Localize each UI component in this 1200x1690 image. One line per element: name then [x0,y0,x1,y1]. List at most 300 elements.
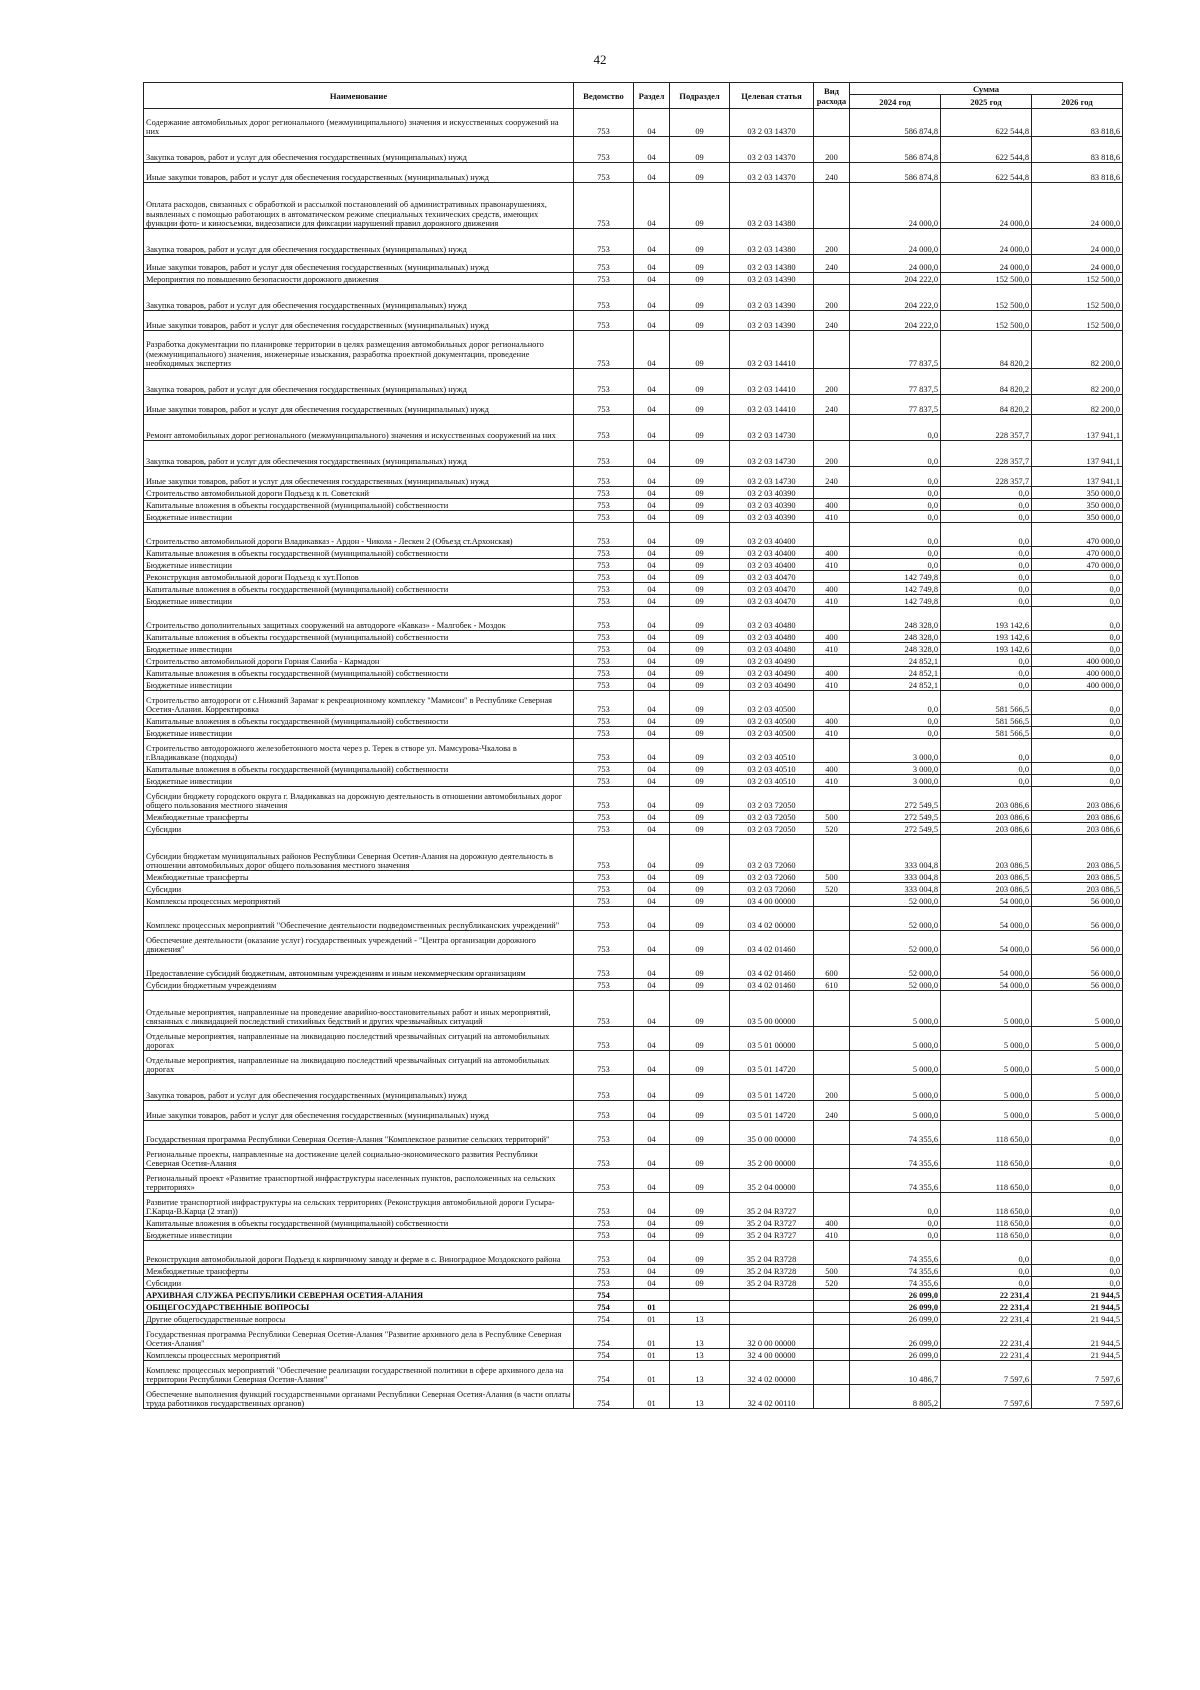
row-section: 04 [634,583,670,595]
row-name: Комплексы процессных мероприятий [144,1349,574,1361]
table-row [144,643,1123,655]
table-row [144,931,1123,955]
table-row [144,955,1123,979]
row-dept: 753 [574,883,634,895]
row-target: 03 2 03 72050 [730,823,814,835]
row-dept: 753 [574,775,634,787]
row-subsection: 09 [670,331,730,369]
row-2025: 22 231,4 [941,1301,1032,1313]
row-name: Капитальные вложения в объекты государственной (муниципальной) собственности [144,499,574,511]
row-target: 03 5 01 14720 [730,1051,814,1075]
row-2026: 0,0 [1032,571,1123,583]
row-target: 03 2 03 14370 [730,137,814,163]
row-subsection: 09 [670,273,730,285]
row-dept: 753 [574,571,634,583]
row-2024: 24 000,0 [850,229,941,255]
row-name: Бюджетные инвестиции [144,511,574,523]
table-row [144,369,1123,395]
row-section: 04 [634,895,670,907]
row-target: 35 2 04 R3728 [730,1277,814,1289]
row-expense-type: 410 [814,511,850,523]
header-2024: 2024 год [850,95,941,109]
table-row [144,395,1123,415]
row-expense-type: 200 [814,229,850,255]
row-target: 03 2 03 40510 [730,763,814,775]
row-name: Реконструкция автомобильной дороги Подъезд к кирпичному заводу и ферме в с. Виноградное Моздокского района [144,1241,574,1265]
row-target: 03 2 03 40490 [730,679,814,691]
row-section: 04 [634,163,670,183]
row-2024: 0,0 [850,691,941,715]
row-2024: 52 000,0 [850,979,941,991]
row-section: 04 [634,931,670,955]
row-section: 04 [634,667,670,679]
row-target: 03 2 03 40510 [730,775,814,787]
table-row [144,285,1123,311]
row-2024: 0,0 [850,559,941,571]
row-name: Закупка товаров, работ и услуг для обеспечения государственных (муниципальных) нужд [144,229,574,255]
table-row [144,499,1123,511]
row-2026: 5 000,0 [1032,1051,1123,1075]
row-target: 03 2 03 14380 [730,255,814,273]
row-2024: 52 000,0 [850,895,941,907]
row-2026: 0,0 [1032,775,1123,787]
row-2025: 228 357,7 [941,441,1032,467]
table-row [144,1349,1123,1361]
row-section: 04 [634,691,670,715]
row-2024: 52 000,0 [850,931,941,955]
row-target [730,1289,814,1301]
row-expense-type [814,1313,850,1325]
row-section: 04 [634,955,670,979]
row-section: 04 [634,655,670,667]
row-2024: 5 000,0 [850,1101,941,1121]
row-target: 35 2 04 R3728 [730,1241,814,1265]
row-2025: 84 820,2 [941,331,1032,369]
row-2024: 74 355,6 [850,1265,941,1277]
row-2024: 0,0 [850,715,941,727]
row-subsection: 09 [670,643,730,655]
row-2026: 137 941,1 [1032,441,1123,467]
row-2025: 622 544,8 [941,109,1032,137]
row-2025: 0,0 [941,775,1032,787]
row-2024: 26 099,0 [850,1325,941,1349]
row-subsection: 09 [670,1241,730,1265]
row-dept: 753 [574,871,634,883]
row-name: Строительство автомобильной дороги Подъезд к п. Советский [144,487,574,499]
row-subsection: 13 [670,1361,730,1385]
row-subsection: 09 [670,415,730,441]
row-2025: 84 820,2 [941,395,1032,415]
row-section: 04 [634,1277,670,1289]
row-expense-type [814,523,850,547]
row-2025: 228 357,7 [941,415,1032,441]
row-2025: 24 000,0 [941,229,1032,255]
row-2025: 581 566,5 [941,727,1032,739]
row-subsection: 09 [670,931,730,955]
row-section: 01 [634,1325,670,1349]
table-row [144,595,1123,607]
row-2026: 21 944,5 [1032,1325,1123,1349]
row-name: Закупка товаров, работ и услуг для обеспечения государственных (муниципальных) нужд [144,285,574,311]
row-name: Межбюджетные трансферты [144,1265,574,1277]
row-subsection: 09 [670,1265,730,1277]
table-row [144,907,1123,931]
header-target: Целевая статья [730,83,814,109]
row-target: 03 2 03 40390 [730,487,814,499]
table-row [144,547,1123,559]
row-subsection: 09 [670,467,730,487]
row-subsection: 09 [670,823,730,835]
row-2026: 152 500,0 [1032,273,1123,285]
row-section: 04 [634,559,670,571]
table-row [144,607,1123,631]
row-2025: 0,0 [941,655,1032,667]
row-2026: 470 000,0 [1032,547,1123,559]
row-section: 04 [634,679,670,691]
row-subsection: 09 [670,255,730,273]
row-section: 04 [634,1193,670,1217]
row-target: 03 2 03 14730 [730,441,814,467]
row-subsection: 09 [670,1051,730,1075]
row-expense-type [814,739,850,763]
row-2024: 24 000,0 [850,183,941,229]
row-subsection: 09 [670,883,730,895]
row-target: 03 2 03 40470 [730,571,814,583]
row-2026: 0,0 [1032,1169,1123,1193]
row-2026: 0,0 [1032,1145,1123,1169]
table-row [144,631,1123,643]
row-name: Субсидии бюджетам муниципальных районов Республики Северная Осетия-Алания на дорожную деятельность в отношении автомобильных дорог общего пользования местного значения [144,835,574,871]
row-name: Строительство автодороги от с.Нижний Зарамаг к рекреационному комплексу "Мамисон" в Республике Северная Осетия-Алания. Корректировка [144,691,574,715]
row-2025: 5 000,0 [941,1075,1032,1101]
row-2025: 22 231,4 [941,1349,1032,1361]
row-section: 04 [634,395,670,415]
row-2026: 21 944,5 [1032,1301,1123,1313]
row-expense-type: 240 [814,311,850,331]
row-section: 04 [634,595,670,607]
row-2026: 21 944,5 [1032,1349,1123,1361]
row-section: 04 [634,1027,670,1051]
row-target: 03 4 02 01460 [730,979,814,991]
row-expense-type: 610 [814,979,850,991]
row-name: Комплекс процессных мероприятий "Обеспечение деятельности подведомственных республиканских учреждений" [144,907,574,931]
row-2026: 82 200,0 [1032,331,1123,369]
row-subsection: 09 [670,487,730,499]
row-dept: 753 [574,787,634,811]
row-2026: 24 000,0 [1032,229,1123,255]
row-dept: 753 [574,991,634,1027]
row-dept: 753 [574,691,634,715]
row-section: 01 [634,1361,670,1385]
row-target: 03 5 01 14720 [730,1101,814,1121]
row-2025: 0,0 [941,1277,1032,1289]
row-expense-type: 500 [814,871,850,883]
row-dept: 753 [574,1051,634,1075]
row-2024: 26 099,0 [850,1301,941,1313]
row-name: Бюджетные инвестиции [144,1229,574,1241]
row-2024: 0,0 [850,467,941,487]
row-2026: 5 000,0 [1032,1027,1123,1051]
row-2024: 77 837,5 [850,369,941,395]
row-subsection: 09 [670,955,730,979]
row-subsection: 09 [670,763,730,775]
row-2025: 152 500,0 [941,273,1032,285]
row-section: 04 [634,109,670,137]
row-name: АРХИВНАЯ СЛУЖБА РЕСПУБЛИКИ СЕВЕРНАЯ ОСЕТИЯ-АЛАНИЯ [144,1289,574,1301]
row-name: Капитальные вложения в объекты государственной (муниципальной) собственности [144,583,574,595]
table-row [144,1027,1123,1051]
row-2024: 204 222,0 [850,311,941,331]
row-2024: 204 222,0 [850,273,941,285]
row-dept: 753 [574,311,634,331]
row-dept: 754 [574,1325,634,1349]
row-expense-type [814,415,850,441]
table-row [144,679,1123,691]
row-2024: 586 874,8 [850,163,941,183]
row-2025: 193 142,6 [941,631,1032,643]
row-2026: 0,0 [1032,1265,1123,1277]
row-expense-type: 410 [814,643,850,655]
row-section: 04 [634,811,670,823]
row-target: 03 2 03 14390 [730,311,814,331]
row-2025: 581 566,5 [941,691,1032,715]
row-dept: 753 [574,331,634,369]
row-2024: 0,0 [850,511,941,523]
row-2026: 0,0 [1032,715,1123,727]
row-dept: 753 [574,595,634,607]
row-2024: 3 000,0 [850,739,941,763]
row-2024: 10 486,7 [850,1361,941,1385]
row-2025: 581 566,5 [941,715,1032,727]
row-section: 04 [634,871,670,883]
row-expense-type: 500 [814,1265,850,1277]
row-2026: 470 000,0 [1032,523,1123,547]
row-name: Капитальные вложения в объекты государственной (муниципальной) собственности [144,715,574,727]
table-row [144,1313,1123,1325]
header-section: Раздел [634,83,670,109]
row-target: 03 2 03 40400 [730,547,814,559]
row-subsection: 09 [670,311,730,331]
row-target: 03 2 03 14380 [730,183,814,229]
row-section: 01 [634,1313,670,1325]
row-2024: 248 328,0 [850,607,941,631]
row-dept: 753 [574,229,634,255]
row-section: 04 [634,1229,670,1241]
row-2026: 5 000,0 [1032,991,1123,1027]
row-2025: 0,0 [941,511,1032,523]
row-2024: 248 328,0 [850,631,941,643]
row-dept: 753 [574,931,634,955]
row-2025: 0,0 [941,499,1032,511]
row-2025: 0,0 [941,679,1032,691]
header-name: Наименование [144,83,574,109]
row-expense-type: 240 [814,395,850,415]
row-target: 03 2 03 40490 [730,667,814,679]
row-dept: 753 [574,1277,634,1289]
row-expense-type [814,1145,850,1169]
row-section: 04 [634,441,670,467]
row-2026: 7 597,6 [1032,1361,1123,1385]
row-expense-type [814,691,850,715]
row-2025: 22 231,4 [941,1325,1032,1349]
row-dept: 753 [574,137,634,163]
row-2024: 0,0 [850,1193,941,1217]
row-2025: 0,0 [941,571,1032,583]
row-target: 03 2 03 72050 [730,787,814,811]
row-target: 03 4 00 00000 [730,895,814,907]
row-expense-type: 400 [814,583,850,595]
row-subsection: 09 [670,511,730,523]
row-target: 03 2 03 14730 [730,415,814,441]
row-expense-type [814,183,850,229]
row-2026: 82 200,0 [1032,369,1123,395]
row-2026: 24 000,0 [1032,183,1123,229]
row-name: Строительство автомобильной дороги Горная Саниба - Кармадон [144,655,574,667]
row-expense-type [814,991,850,1027]
row-2026: 5 000,0 [1032,1075,1123,1101]
row-expense-type: 520 [814,1277,850,1289]
row-dept: 753 [574,907,634,931]
row-target: 03 2 03 14370 [730,109,814,137]
row-target: 03 2 03 14410 [730,331,814,369]
row-subsection: 09 [670,1027,730,1051]
row-2024: 77 837,5 [850,331,941,369]
row-name: Капитальные вложения в объекты государственной (муниципальной) собственности [144,667,574,679]
table-row [144,1101,1123,1121]
row-2024: 204 222,0 [850,285,941,311]
row-section: 04 [634,823,670,835]
row-target: 03 2 03 14390 [730,285,814,311]
row-dept: 753 [574,109,634,137]
row-dept: 753 [574,1145,634,1169]
row-section: 04 [634,787,670,811]
row-2024: 0,0 [850,1229,941,1241]
row-expense-type [814,787,850,811]
row-2025: 203 086,5 [941,883,1032,895]
row-2025: 7 597,6 [941,1361,1032,1385]
row-dept: 753 [574,811,634,823]
budget-table [143,82,1123,1409]
row-2025: 118 650,0 [941,1169,1032,1193]
row-name: Ремонт автомобильных дорог регионального (межмуниципального) значения и искусственных сооружений на них [144,415,574,441]
row-expense-type: 400 [814,631,850,643]
row-2024: 74 355,6 [850,1277,941,1289]
row-name: Отдельные мероприятия, направленные на ликвидацию последствий чрезвычайных ситуаций на автомобильных дорогах [144,1051,574,1075]
row-2025: 24 000,0 [941,255,1032,273]
row-2024: 0,0 [850,547,941,559]
row-dept: 753 [574,583,634,595]
table-row [144,273,1123,285]
row-target: 03 2 03 40500 [730,691,814,715]
row-section: 04 [634,739,670,763]
row-2026: 83 818,6 [1032,163,1123,183]
row-section: 04 [634,273,670,285]
row-section: 04 [634,137,670,163]
row-2025: 118 650,0 [941,1217,1032,1229]
table-row [144,1145,1123,1169]
row-subsection: 09 [670,229,730,255]
row-expense-type: 410 [814,727,850,739]
row-target: 03 2 03 72060 [730,871,814,883]
row-subsection: 09 [670,583,730,595]
table-row [144,655,1123,667]
table-row [144,1075,1123,1101]
table-body [144,109,1123,1409]
row-expense-type [814,487,850,499]
row-2026: 0,0 [1032,1241,1123,1265]
row-2024: 0,0 [850,523,941,547]
row-subsection: 09 [670,499,730,511]
row-name: Государственная программа Республики Северная Осетия-Алания "Комплексное развитие сельских территорий" [144,1121,574,1145]
table-row [144,1193,1123,1217]
row-dept: 753 [574,607,634,631]
row-subsection: 09 [670,1229,730,1241]
row-dept: 753 [574,499,634,511]
table-row [144,1265,1123,1277]
row-section: 04 [634,487,670,499]
row-2026: 152 500,0 [1032,311,1123,331]
row-dept: 753 [574,369,634,395]
row-dept: 753 [574,1169,634,1193]
row-2025: 0,0 [941,559,1032,571]
row-target: 03 2 03 40500 [730,727,814,739]
row-target: 03 2 03 40400 [730,523,814,547]
row-section: 04 [634,1217,670,1229]
row-expense-type: 500 [814,811,850,823]
row-name: Мероприятия по повышению безопасности дорожного движения [144,273,574,285]
table-row [144,979,1123,991]
row-target: 03 5 01 14720 [730,1075,814,1101]
row-section: 04 [634,715,670,727]
table-row [144,415,1123,441]
row-2026: 56 000,0 [1032,907,1123,931]
table-row [144,523,1123,547]
row-dept: 753 [574,547,634,559]
table-row [144,763,1123,775]
row-expense-type: 520 [814,823,850,835]
row-2025: 54 000,0 [941,979,1032,991]
row-subsection: 09 [670,1217,730,1229]
row-2024: 5 000,0 [850,1027,941,1051]
row-target: 32 0 00 00000 [730,1325,814,1349]
row-2024: 8 805,2 [850,1385,941,1409]
row-section: 04 [634,727,670,739]
row-subsection [670,1289,730,1301]
row-2024: 5 000,0 [850,1075,941,1101]
header-sum: Сумма [850,83,1123,95]
row-dept: 753 [574,727,634,739]
row-2026: 400 000,0 [1032,655,1123,667]
row-subsection: 09 [670,991,730,1027]
row-2026: 0,0 [1032,631,1123,643]
row-expense-type [814,1169,850,1193]
row-expense-type: 240 [814,467,850,487]
row-dept: 753 [574,415,634,441]
row-dept: 754 [574,1313,634,1325]
table-row [144,727,1123,739]
table-row [144,331,1123,369]
row-target: 03 2 03 40400 [730,559,814,571]
row-section: 04 [634,835,670,871]
row-name: Отдельные мероприятия, направленные на ликвидацию последствий чрезвычайных ситуаций на автомобильных дорогах [144,1027,574,1051]
row-2025: 0,0 [941,763,1032,775]
row-2024: 74 355,6 [850,1169,941,1193]
row-dept: 753 [574,1229,634,1241]
row-2024: 0,0 [850,441,941,467]
row-name: Обеспечение деятельности (оказание услуг) государственных учреждений - "Центра организации дорожного движения" [144,931,574,955]
row-2025: 22 231,4 [941,1313,1032,1325]
row-dept: 753 [574,631,634,643]
